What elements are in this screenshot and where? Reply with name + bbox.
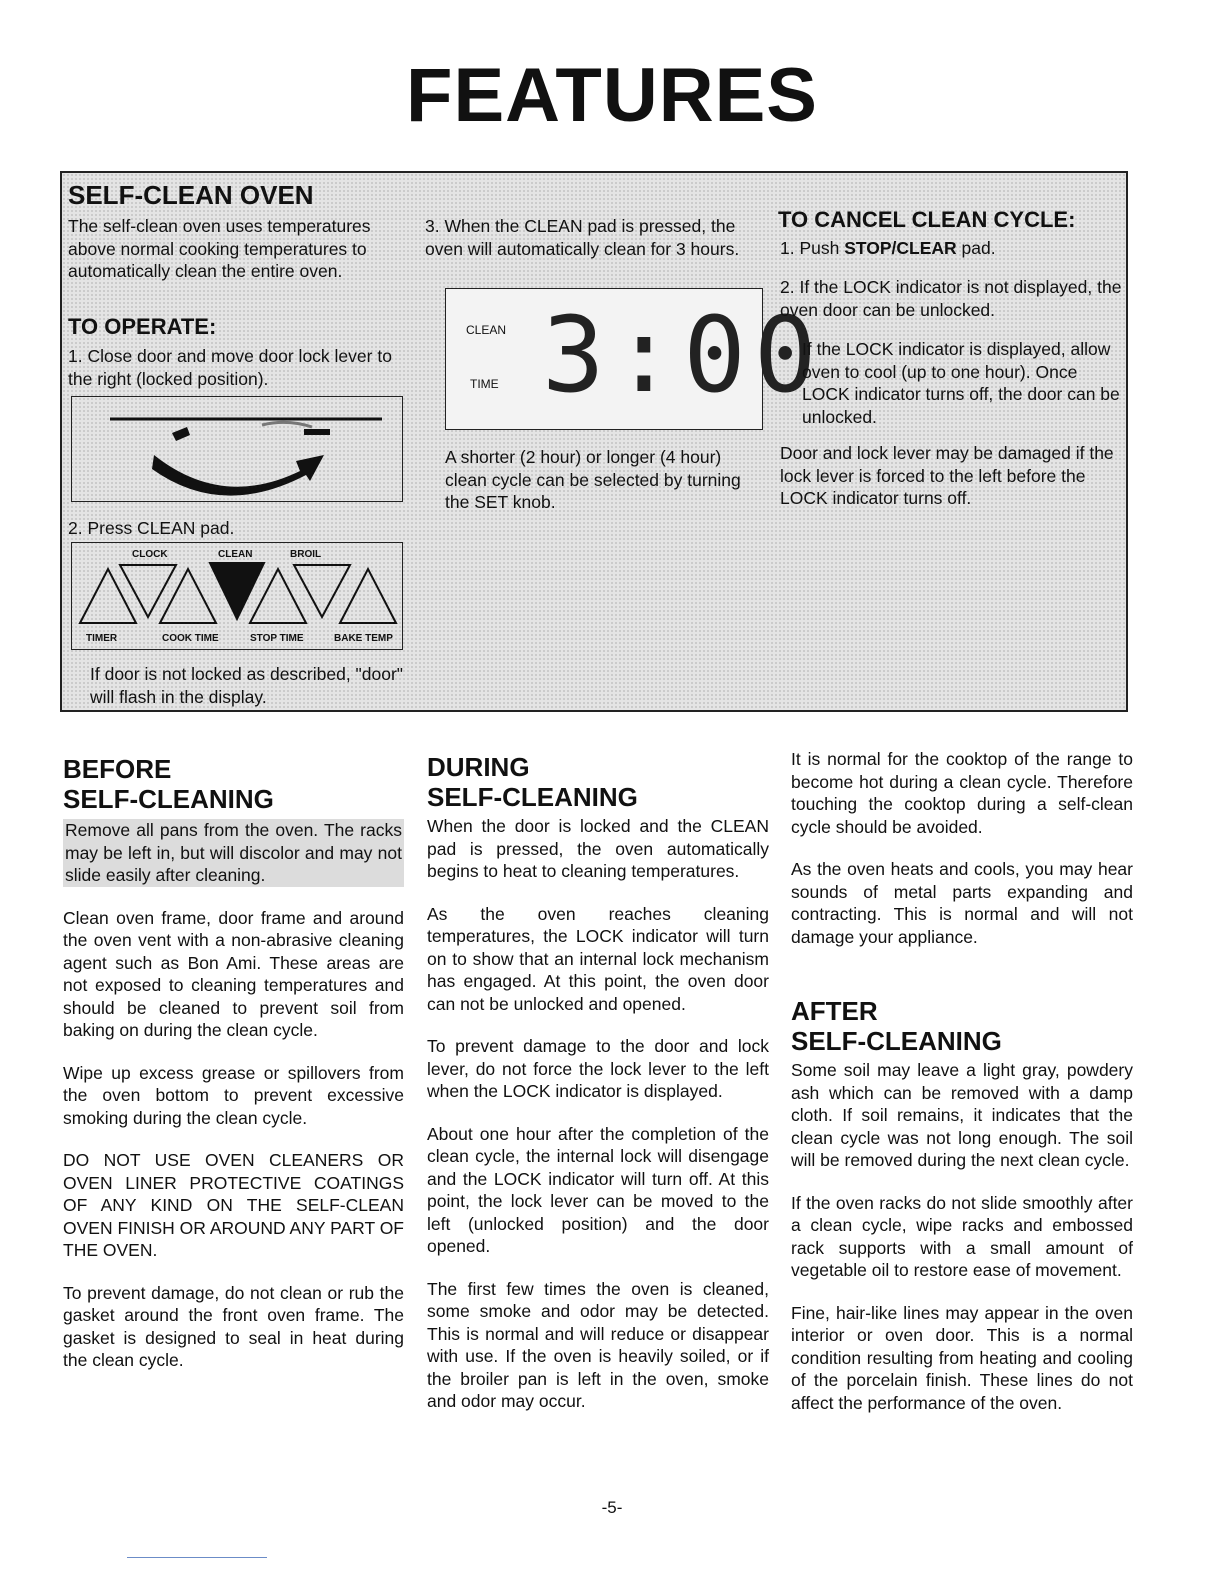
- after-p2: If the oven racks do not slide smoothly after a clean cycle, wipe racks and embossed rack supports with a small amount of vegetable oil to restore ease of movement.: [791, 1192, 1133, 1280]
- after-section: [791, 996, 1133, 1434]
- after-p3: Fine, hair-like lines may appear in the oven interior or oven door. This is a normal condition resulting from heating and cooling of the porcelain finish. These lines do not affect the performance of the oven.: [791, 1302, 1133, 1413]
- after-p1: Some soil may leave a light gray, powdery ash which can be removed with a damp cloth. If soil remains, it indicates that the clean cycle was not long enough. The soil will be removed during the next clean cycle.: [791, 1060, 1133, 1170]
- self-clean-intro: The self-clean oven uses temperatures above normal cooking temperatures to automatically clean the entire oven.: [68, 216, 371, 281]
- during-p1: When the door is locked and the CLEAN pad is pressed, the oven automatically begins to heat to cleaning temperatures.: [427, 816, 769, 881]
- during-heading-2: SELF-CLEANING: [427, 782, 638, 812]
- operate-step-2: 2. Press CLEAN pad.: [68, 518, 235, 538]
- cancel-step-2b: If the LOCK indicator is displayed, allow oven to cool (up to one hour). Once LOCK indicator turns off, the door can be unlocked.: [802, 339, 1120, 427]
- shorter-cycle-note: A shorter (2 hour) or longer (4 hour) clean cycle can be selected by turning the SET knob.: [445, 447, 741, 512]
- before-heading-2: SELF-CLEANING: [63, 784, 274, 814]
- page-title: FEATURES: [406, 53, 818, 138]
- display-label-clean: CLEAN: [466, 323, 507, 337]
- door-flash-note: If door is not locked as described, "door" will flash in the display.: [90, 664, 404, 707]
- damage-note: Door and lock lever may be damaged if the lock lever is forced to the left before the LOCK indicator turns off.: [780, 443, 1114, 508]
- keypad-label-broil: BROIL: [290, 549, 322, 560]
- cancel-step-2: 2. If the LOCK indicator is not displayed, the oven door can be unlocked.: [780, 277, 1122, 320]
- during-p5: The first few times the oven is cleaned, some smoke and odor may be detected. This is normal and will reduce or disappear with use. If the oven is heavily soiled, or if the broiler pan is left in the oven, smoke and odor may occur.: [427, 1278, 769, 1411]
- during-p3: To prevent damage to the door and lock lever, do not force the lock lever to the left when the LOCK indicator is displayed.: [427, 1036, 769, 1101]
- after-heading-2: SELF-CLEANING: [791, 1026, 1002, 1056]
- display-digits: 3:00: [542, 294, 825, 416]
- during-p2: As the oven reaches cleaning temperatures, the LOCK indicator will turn on to show that an internal lock mechanism has engaged. At this point, the oven door can not be unlocked and opened.: [427, 903, 769, 1014]
- display-label-time: TIME: [470, 377, 499, 391]
- cancel-heading: TO CANCEL CLEAN CYCLE:: [778, 207, 1076, 232]
- self-clean-heading: SELF-CLEAN OVEN: [68, 180, 314, 210]
- during-p4: About one hour after the completion of the clean cycle, the internal lock will disengage and the LOCK indicator will turn off. At this point, the lock lever can be moved to the left (unlocked position) and the door opened.: [427, 1123, 769, 1256]
- lock-lever-illustration: [71, 396, 403, 502]
- before-section: [63, 754, 404, 1392]
- keypad-label-clean: CLEAN: [218, 549, 253, 560]
- before-heading-1: BEFORE: [63, 754, 172, 784]
- during-heading-1: DURING: [427, 752, 530, 782]
- page-number: -5-: [601, 1498, 623, 1517]
- keypad-label-cook-time: COOK TIME: [162, 633, 219, 644]
- normal-p2: As the oven heats and cools, you may hear sounds of metal parts expanding and contracting. This is normal and will not damage your appliance.: [791, 859, 1133, 947]
- to-operate-heading: TO OPERATE:: [68, 314, 217, 339]
- keypad-label-clock: CLOCK: [132, 549, 168, 560]
- during-section: [427, 752, 769, 1433]
- before-p3: Wipe up excess grease or spillovers from the oven bottom to prevent excessive smoking during the clean cycle.: [63, 1062, 404, 1128]
- keypad-label-stop-time: STOP TIME: [250, 633, 304, 644]
- normal-section: [791, 748, 1133, 968]
- after-heading-1: AFTER: [791, 996, 878, 1026]
- lock-lever-arrow-icon: [72, 397, 402, 501]
- before-p1: Remove all pans from the oven. The racks may be left in, but will discolor and may not slide easily after cleaning.: [65, 820, 402, 885]
- footer-rule: [127, 1557, 267, 1558]
- control-keypad: [71, 542, 403, 650]
- before-p2: Clean oven frame, door frame and around the oven vent with a non-abrasive cleaning agent such as Bon Ami. These areas are not exposed to cleaning temperatures and should be cleaned to prevent soil from baking on during the clean cycle.: [63, 907, 404, 1040]
- clean-display: [445, 288, 825, 430]
- normal-p1: It is normal for the cooktop of the range to become hot during a clean cycle. Therefore touching the cooktop during a self-clean cycle should be avoided.: [791, 749, 1133, 837]
- operate-step-3: 3. When the CLEAN pad is pressed, the oven will automatically clean for 3 hours.: [425, 216, 740, 259]
- keypad-label-timer: TIMER: [86, 633, 118, 644]
- before-p5: To prevent damage, do not clean or rub the gasket around the front oven frame. The gasket is designed to seal in heat during the clean cycle.: [63, 1282, 404, 1370]
- cancel-step-1: 1. Push STOP/CLEAR pad.: [780, 238, 996, 258]
- before-p4: DO NOT USE OVEN CLEANERS OR OVEN LINER PROTECTIVE COATINGS OF ANY KIND ON THE SELF-CLEAN OVEN FINISH OR AROUND ANY PART OF THE OVEN.: [63, 1150, 404, 1260]
- keypad-label-bake-temp: BAKE TEMP: [334, 633, 393, 644]
- operate-step-1: 1. Close door and move door lock lever to the right (locked position).: [68, 346, 392, 389]
